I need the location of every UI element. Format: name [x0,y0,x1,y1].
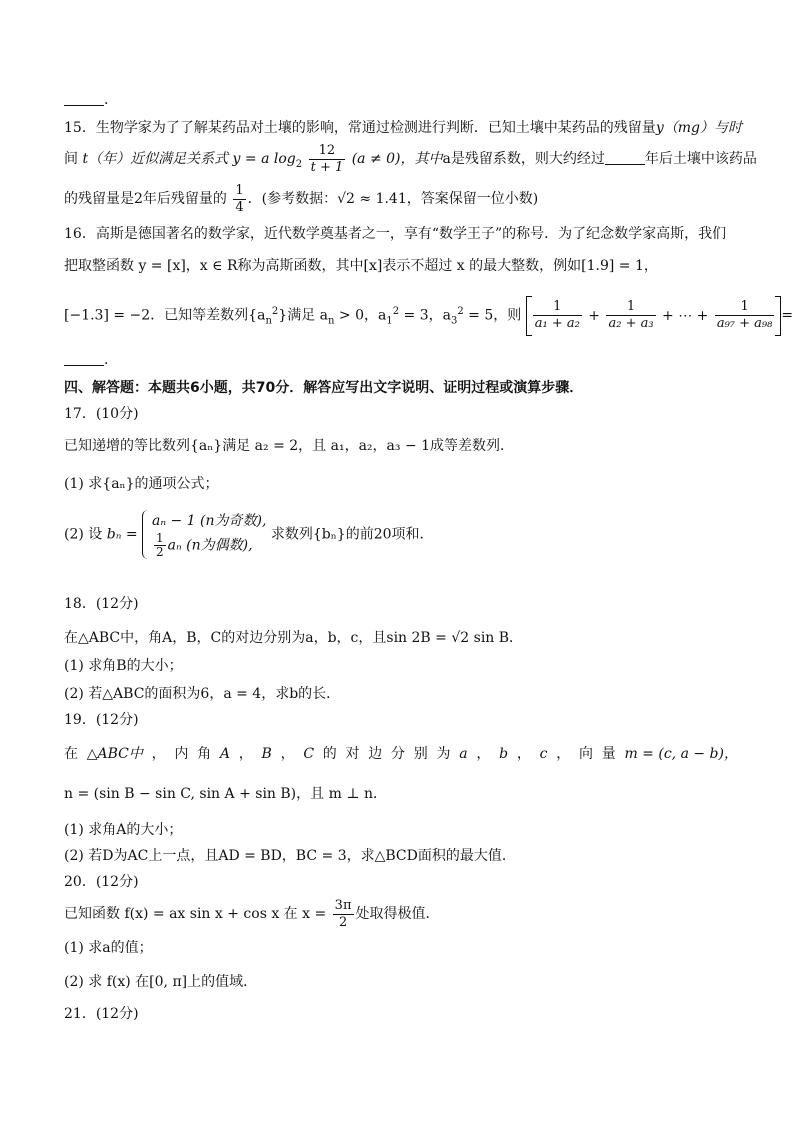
q21-head: 21．(12分) [64,1006,139,1022]
q19-head: 19．(12分) [64,712,139,728]
section-heading: 四、解答题：本题共6小题，共70分．解答应写出文字说明、证明过程或演算步骤． [64,380,584,396]
q16-line-2: 把取整函数 y = [x]，x ∈ R称为高斯函数，其中[x]表示不超过 x 的最大整数，例如[1.9] = 1， [64,258,658,274]
q19-part-1: (1) 求角A的大小； [64,822,183,838]
q19-stem-token: m = (c, a − b)， [624,746,738,762]
q19-stem-token: △ABC中 [86,746,143,762]
q16-answer-blank-line: . [64,350,738,370]
q19-stem-line-1 [64,744,738,764]
q19-stem-token: ， [516,746,531,762]
q20-part-1: (1) 求a的值； [64,940,153,956]
q20-stem: 已知函数 f(x) = ax sin x + cos x 在 x = $\frac{3\pi}{2}$ 处取得极值． [64,897,440,930]
q19-stem-token: 边 [368,746,383,762]
q19-stem-line-2: n = (sin B − sin C, sin A + sin B)，且 m ⊥ n． [64,786,387,802]
q15-line-1: 15．生物学家为了了解某药品对土壤的影响，常通过检测进行判断．已知土壤中某药品的残留量y（mg）与时 [64,120,742,136]
q19-stem-token: C [303,746,315,762]
q19-stem-token: 在 [64,746,78,762]
q19-stem-token: 角 [197,746,212,762]
q14-answer-blank-line: . [64,90,738,110]
q19-stem-token: B [261,746,272,762]
q19-stem-token: 量 [601,746,616,762]
q19-stem-token: A [219,746,231,762]
q17-stem: 已知递增的等比数列{aₙ}满足 a₂ = 2，且 a₁，a₂，a₃ − 1成等差数列． [64,438,515,454]
fraction: $\frac{1}{4}$ [235,182,244,215]
q17-part-2: (2) 设 bₙ = aₙ − 1 (n为奇数), $\frac{1}{2}$ aₙ (n为偶数), 求数列{bₙ}的前20项和． [64,510,738,559]
q19-stem-token: ， [238,746,253,762]
q19-part-2: (2) 若D为AC上一点，且AD = BD，BC = 3，求△BCD面积的最大值． [64,848,516,864]
q19-stem-token: 为 [436,746,451,762]
q17-part-1: (1) 求{aₙ}的通项公式； [64,476,219,492]
floor-bracket: $\frac{1}{\text{a₁ + a₂}}$ + $\frac{1}{\text{a₂ + a₃}}$ + ⋯ + $\frac{1}{\text{a₉₇ + a₉₈}}$ [526,296,782,336]
q19-stem-token: c [539,746,548,762]
q19-stem-token: b [499,746,509,762]
q18-part-1: (1) 求角B的大小； [64,658,183,674]
fraction: $\frac{12}{t + 1}$ [310,142,344,175]
answer-blank[interactable] [64,91,104,106]
q15-line-2: 间 t（年）近似满足关系式 y = a $\log_2$ $\frac{12}{t + 1}$ (a ≠ 0)，其中a是残留系数，则大约经过 年后土壤中该药品 [64,142,757,175]
q16-line-1: 16．高斯是德国著名的数学家，近代数学奠基者之一，享有“数学王子”的称号．为了纪念数学家高斯，我们 [64,226,727,242]
answer-blank[interactable] [605,150,645,165]
q17-head: 17．(10分) [64,406,139,422]
q20-part-2: (2) 求 f(x) 在[0, π]上的值域． [64,974,258,990]
q18-head: 18．(12分) [64,596,139,612]
q18-stem: 在△ABC中，角A，B，C的对边分别为a，b，c，且sin 2B = √2 sin B． [64,630,524,646]
q16-line-3: [−1.3] = −2．已知等差数列$\{a_n^2\}$满足 $a_n > 0$，$a_1^2 = 3$，$a_3^2 = 5$，则 $\frac{1}{\text{a₁ + a₂}}$ + $\frac{1}{\text{a₂ + a₃}}$ + ⋯ + $\frac{1}{\text{a₉₇ + a₉₈}}$ = [64,292,738,341]
fraction: $\frac{3\pi}{2}$ [334,897,352,930]
q18-part-2: (2) 若△ABC的面积为6，a = 4，求b的长． [64,686,341,702]
q19-stem-token: 对 [345,746,360,762]
q19-stem-token: ， [556,746,571,762]
q19-stem-token: 别 [413,746,428,762]
q19-stem-token: 的 [322,746,337,762]
q19-stem-token: 向 [578,746,593,762]
piecewise-definition: aₙ − 1 (n为奇数), $\frac{1}{2}$ aₙ (n为偶数), [142,510,266,559]
q15-line-3: 的残留量是2年后残留量的 $\frac{1}{4}$ ．(参考数据：√2 ≈ 1.41，答案保留一位小数) [64,182,539,215]
q19-stem-token: ， [151,746,166,762]
answer-blank[interactable] [64,351,104,366]
q19-stem-token: ， [476,746,491,762]
q19-stem-token: ， [280,746,295,762]
q20-head: 20．(12分) [64,874,139,890]
q19-stem-token: 分 [391,746,406,762]
q19-stem-token: 内 [174,746,189,762]
q19-stem-token: a [459,746,468,762]
